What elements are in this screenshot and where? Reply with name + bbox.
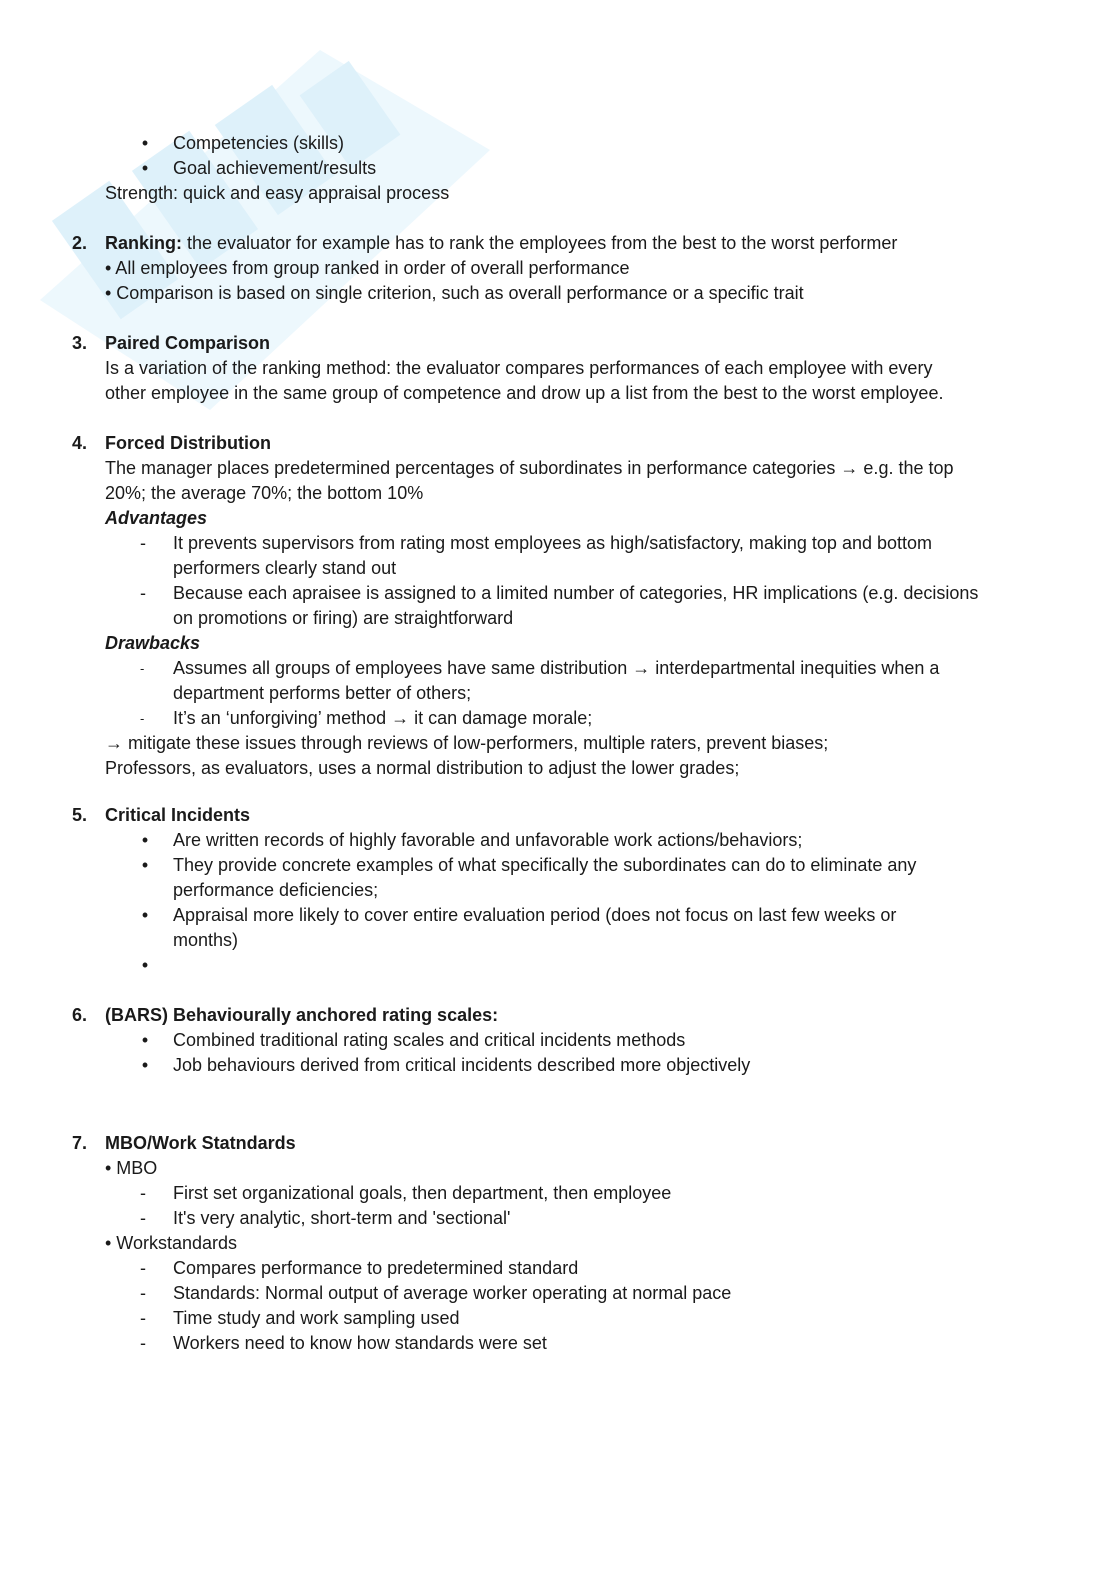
section-number: 3. — [72, 333, 88, 353]
section-number: 5. — [72, 805, 88, 825]
list-item — [72, 581, 1032, 606]
list-item-text: Compares performance to predetermined standard — [173, 1258, 579, 1278]
dash-marker: - — [140, 1183, 146, 1203]
list-item-text: Standards: Normal output of average worker operating at normal pace — [173, 1283, 732, 1303]
section-number: 7. — [72, 1133, 88, 1153]
list-item — [72, 1256, 1032, 1281]
paragraph-line: • All employees from group ranked in order of overall performance — [105, 258, 630, 278]
section-heading — [72, 803, 1032, 828]
dash-marker: - — [140, 533, 146, 553]
bullet-marker: • — [141, 1030, 149, 1050]
strength-note: Strength: quick and easy appraisal process — [105, 183, 450, 203]
dash-marker: - — [140, 583, 146, 603]
list-item-text: It's very analytic, short-term and 'sectional' — [173, 1208, 511, 1228]
list-item-text: Assumes all groups of employees have same distribution → interdepartmental inequities when a — [173, 658, 940, 678]
paragraph-line: Is a variation of the ranking method: the evaluator compares performances of each employee with every — [105, 358, 933, 378]
dash-marker: - — [140, 1308, 146, 1328]
list-item-text: Goal achievement/results — [173, 158, 377, 178]
paragraph-line: • Comparison is based on single criterion, such as overall performance or a specific trait — [105, 283, 804, 303]
list-item-text: Appraisal more likely to cover entire evaluation period (does not focus on last few weeks or — [173, 905, 897, 925]
list-item — [72, 1053, 1032, 1078]
list-item — [72, 531, 1032, 556]
list-item — [72, 1206, 1032, 1231]
list-item — [72, 853, 1032, 878]
paragraph-line: other employee in the same group of competence and drow up a list from the best to the worst employee. — [105, 383, 944, 403]
list-item — [72, 1306, 1032, 1331]
bullet-marker: • — [141, 905, 149, 925]
list-item — [72, 706, 1032, 731]
section-number: 4. — [72, 433, 88, 453]
section-description: the evaluator for example has to rank the employees from the best to the worst performer — [182, 233, 898, 253]
list-item — [72, 1181, 1032, 1206]
section-number: 6. — [72, 1005, 88, 1025]
paragraph-line: 20%; the average 70%; the bottom 10% — [105, 483, 424, 503]
workstandards-label: • Workstandards — [105, 1233, 238, 1253]
bullet-marker: • — [141, 955, 149, 975]
section-heading — [72, 231, 1032, 256]
dash-marker: - — [140, 661, 145, 676]
list-item-text: Competencies (skills) — [173, 133, 345, 153]
dash-marker: - — [140, 1333, 146, 1353]
paragraph-line: → mitigate these issues through reviews of low-performers, multiple raters, prevent biases; — [105, 733, 829, 753]
paragraph-line: The manager places predetermined percentages of subordinates in performance categories → e.g. the top — [105, 458, 954, 478]
bullet-marker: • — [141, 830, 149, 850]
mbo-label: • MBO — [105, 1158, 158, 1178]
dash-marker: - — [140, 1258, 146, 1278]
dash-marker: - — [140, 1283, 146, 1303]
drawbacks-label: Drawbacks — [105, 633, 201, 653]
section-heading — [72, 431, 1032, 456]
list-item-empty — [72, 953, 1032, 978]
list-item — [72, 1331, 1032, 1356]
bullet-marker: • — [141, 133, 149, 153]
list-item-text: First set organizational goals, then department, then employee — [173, 1183, 672, 1203]
list-item-text: It prevents supervisors from rating most employees as high/satisfactory, making top and bottom — [173, 533, 933, 553]
paragraph-line: Professors, as evaluators, uses a normal distribution to adjust the lower grades; — [105, 758, 740, 778]
list-item-text: Time study and work sampling used — [173, 1308, 460, 1328]
document-content — [72, 131, 1032, 1356]
list-item-text: Because each apraisee is assigned to a limited number of categories, HR implications (e.g. decisions — [173, 583, 979, 603]
section-title: Critical Incidents — [105, 805, 251, 825]
section-heading — [72, 331, 1032, 356]
list-item-continuation: performance deficiencies; — [173, 880, 379, 900]
list-item — [72, 828, 1032, 853]
dash-marker: - — [140, 711, 145, 726]
advantages-label: Advantages — [105, 508, 208, 528]
list-item-text: Job behaviours derived from critical incidents described more objectively — [173, 1055, 751, 1075]
bullet-marker: • — [141, 1055, 149, 1075]
list-item-text: They provide concrete examples of what specifically the subordinates can do to eliminate any — [173, 855, 917, 875]
section-number: 2. — [72, 233, 88, 253]
bullet-marker: • — [141, 158, 149, 178]
list-item-text: Are written records of highly favorable and unfavorable work actions/behaviors; — [173, 830, 803, 850]
dash-marker: - — [140, 1208, 146, 1228]
list-item-continuation: on promotions or firing) are straightforward — [173, 608, 514, 628]
section-heading — [72, 1131, 1032, 1156]
bullet-marker: • — [141, 855, 149, 875]
section-title: Ranking: — [105, 233, 183, 253]
section-title: (BARS) Behaviourally anchored rating scales: — [105, 1005, 499, 1025]
list-item — [72, 903, 1032, 928]
list-item — [72, 131, 1032, 156]
list-item — [72, 1281, 1032, 1306]
section-heading — [72, 1003, 1032, 1028]
section-title: Forced Distribution — [105, 433, 271, 453]
list-item — [72, 1028, 1032, 1053]
list-item-text: Combined traditional rating scales and critical incidents methods — [173, 1030, 686, 1050]
list-item-text: It’s an ‘unforgiving’ method → it can damage morale; — [173, 708, 593, 728]
list-item — [72, 156, 1032, 181]
list-item-continuation: months) — [173, 930, 239, 950]
list-item — [72, 656, 1032, 681]
list-item-continuation: performers clearly stand out — [173, 558, 397, 578]
list-item-text: Workers need to know how standards were set — [173, 1333, 547, 1353]
section-title: Paired Comparison — [105, 333, 271, 353]
list-item-continuation: department performs better of others; — [173, 683, 472, 703]
section-title: MBO/Work Statndards — [105, 1133, 296, 1153]
